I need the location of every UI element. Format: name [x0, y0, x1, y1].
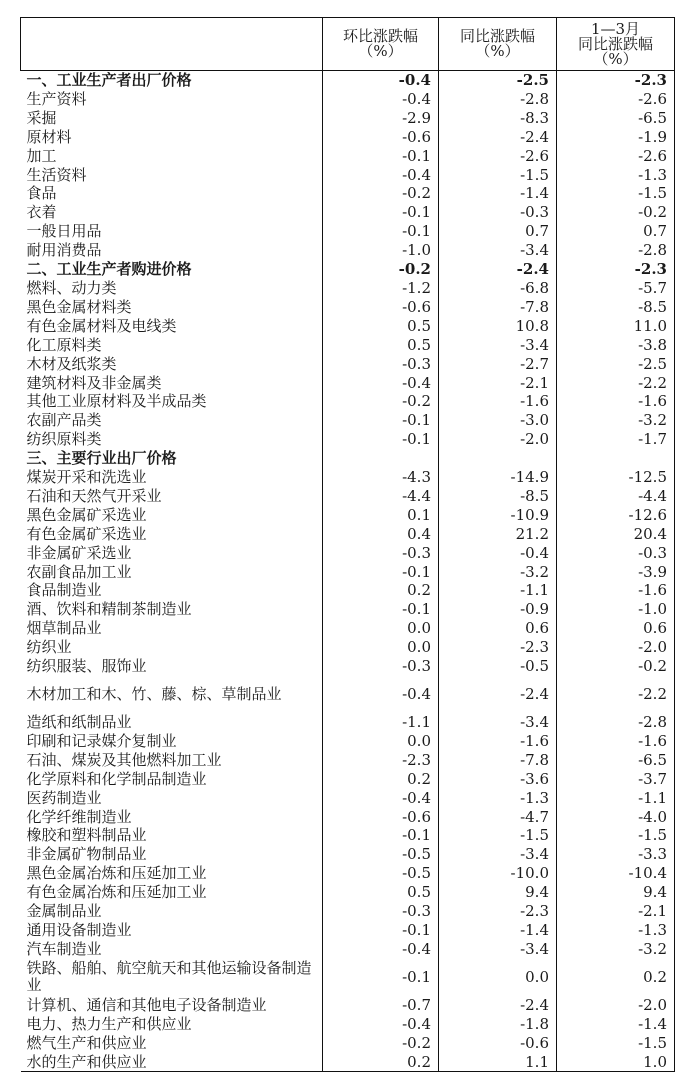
row-ytd-value: -2.1: [557, 902, 675, 921]
row-ytd-value: -1.5: [557, 826, 675, 845]
row-ytd-value: -5.7: [557, 279, 675, 298]
table-row: [21, 638, 675, 657]
table-row: [21, 506, 675, 525]
row-mom-value: -0.1: [323, 563, 439, 582]
row-ytd-value: -2.3: [557, 260, 675, 279]
row-yoy-value: -3.4: [439, 713, 557, 732]
row-yoy-value: 10.8: [439, 317, 557, 336]
table-row: [21, 392, 675, 411]
row-mom-value: 0.5: [323, 883, 439, 902]
table-row: [21, 336, 675, 355]
row-mom-value: -0.4: [323, 676, 439, 713]
row-ytd-value: -12.5: [557, 468, 675, 487]
row-mom-value: -0.2: [323, 184, 439, 203]
row-ytd-value: -4.0: [557, 808, 675, 827]
row-ytd-value: -1.4: [557, 1015, 675, 1034]
row-mom-value: 0.1: [323, 506, 439, 525]
row-ytd-value: -1.6: [557, 392, 675, 411]
header-mom-title: 环比涨跌幅: [342, 27, 418, 45]
row-ytd-value: -6.5: [557, 109, 675, 128]
row-ytd-value: -1.3: [557, 166, 675, 185]
table-row: [21, 902, 675, 921]
row-yoy-value: -2.5: [439, 71, 557, 90]
table-row: [21, 449, 675, 468]
row-ytd-value: -2.2: [557, 374, 675, 393]
row-yoy-value: -3.4: [439, 336, 557, 355]
row-yoy-value: -10.9: [439, 506, 557, 525]
row-ytd-value: -2.0: [557, 638, 675, 657]
row-label: 建筑材料及非金属类: [26, 373, 162, 392]
table-row: [21, 317, 675, 336]
table-row: [21, 90, 675, 109]
row-label: 有色金属矿采选业: [26, 524, 147, 543]
row-ytd-value: 0.2: [557, 959, 675, 996]
table-row: [21, 883, 675, 902]
row-mom-value: -0.1: [323, 959, 439, 996]
table-row: [21, 1015, 675, 1034]
row-label: 加工: [26, 146, 57, 165]
row-label: 石油和天然气开采业: [26, 486, 162, 505]
row-ytd-value: -1.3: [557, 921, 675, 940]
row-ytd-value: -1.6: [557, 732, 675, 751]
row-yoy-value: -2.6: [439, 147, 557, 166]
table-row: [21, 184, 675, 203]
header-yoy-unit: （%）: [475, 42, 520, 60]
row-mom-value: -0.4: [323, 71, 439, 90]
table-row: [21, 166, 675, 185]
table-row: [21, 600, 675, 619]
row-mom-value: -1.1: [323, 713, 439, 732]
row-label: 医药制造业: [26, 788, 102, 807]
row-yoy-value: 21.2: [439, 525, 557, 544]
row-label: 化学纤维制造业: [26, 807, 132, 826]
row-ytd-value: 0.7: [557, 222, 675, 241]
row-yoy-value: -14.9: [439, 468, 557, 487]
row-label: 食品: [26, 184, 57, 203]
header-ytd-period: 1—3月: [590, 19, 641, 38]
row-label: 通用设备制造业: [26, 920, 132, 939]
row-ytd-value: -1.1: [557, 789, 675, 808]
row-mom-value: 0.0: [323, 619, 439, 638]
table-row: [21, 676, 675, 713]
row-mom-value: 0.5: [323, 317, 439, 336]
row-label: 生活资料: [26, 165, 87, 184]
row-yoy-value: -2.4: [439, 996, 557, 1015]
row-mom-value: -0.4: [323, 166, 439, 185]
row-ytd-value: -2.8: [557, 713, 675, 732]
table-row: [21, 770, 675, 789]
row-mom-value: -0.4: [323, 90, 439, 109]
row-mom-value: -0.2: [323, 1034, 439, 1053]
table-row: [21, 203, 675, 222]
row-mom-value: 0.2: [323, 770, 439, 789]
row-label: 有色金属冶炼和压延加工业: [26, 883, 207, 902]
table-row: [21, 109, 675, 128]
row-label: 一般日用品: [26, 222, 102, 241]
row-label: 采掘: [26, 108, 57, 127]
row-label: 其他工业原材料及半成品类: [26, 392, 207, 411]
row-yoy-value: -4.7: [439, 808, 557, 827]
row-ytd-value: -1.5: [557, 1034, 675, 1053]
row-mom-value: -0.3: [323, 902, 439, 921]
row-yoy-value: -2.3: [439, 902, 557, 921]
row-ytd-value: -1.9: [557, 128, 675, 147]
table-row: [21, 411, 675, 430]
header-ytd-change: [557, 18, 675, 71]
row-label: 黑色金属材料类: [26, 297, 132, 316]
row-label: 纺织服装、服饰业: [26, 657, 147, 676]
row-ytd-value: -0.3: [557, 544, 675, 563]
table-row: [21, 808, 675, 827]
row-ytd-value: [557, 449, 675, 468]
row-mom-value: -0.5: [323, 845, 439, 864]
row-mom-value: -2.9: [323, 109, 439, 128]
row-mom-value: -0.6: [323, 298, 439, 317]
row-ytd-value: 20.4: [557, 525, 675, 544]
row-yoy-value: -0.3: [439, 203, 557, 222]
row-mom-value: -0.2: [323, 392, 439, 411]
row-mom-value: -1.0: [323, 241, 439, 260]
row-yoy-value: -0.4: [439, 544, 557, 563]
row-ytd-value: -0.2: [557, 203, 675, 222]
table-row: [21, 581, 675, 600]
row-mom-value: -0.1: [323, 222, 439, 241]
row-yoy-value: -2.4: [439, 128, 557, 147]
row-label: 燃料、动力类: [26, 278, 117, 297]
row-ytd-value: -8.5: [557, 298, 675, 317]
table-row: [21, 487, 675, 506]
row-label: 纺织原料类: [26, 430, 102, 449]
row-yoy-value: -1.1: [439, 581, 557, 600]
row-label: 烟草制品业: [26, 619, 102, 638]
row-mom-value: -1.2: [323, 279, 439, 298]
row-ytd-value: 9.4: [557, 883, 675, 902]
row-mom-value: -2.3: [323, 751, 439, 770]
row-ytd-value: -1.6: [557, 581, 675, 600]
table-row: [21, 657, 675, 676]
row-ytd-value: -2.0: [557, 996, 675, 1015]
row-ytd-value: -2.2: [557, 676, 675, 713]
row-yoy-value: -6.8: [439, 279, 557, 298]
row-mom-value: 0.5: [323, 336, 439, 355]
header-ytd-title: 同比涨跌幅: [577, 34, 653, 53]
table-row: [21, 525, 675, 544]
table-row: [21, 374, 675, 393]
row-yoy-value: -8.3: [439, 109, 557, 128]
row-yoy-value: 0.7: [439, 222, 557, 241]
row-label: 计算机、通信和其他电子设备制造业: [26, 995, 267, 1014]
row-yoy-value: -1.8: [439, 1015, 557, 1034]
row-label: 黑色金属冶炼和压延加工业: [26, 864, 207, 883]
row-yoy-value: -1.6: [439, 732, 557, 751]
row-mom-value: -0.3: [323, 544, 439, 563]
row-yoy-value: -2.0: [439, 430, 557, 449]
row-yoy-value: -3.4: [439, 241, 557, 260]
row-ytd-value: -10.4: [557, 864, 675, 883]
row-ytd-value: -3.8: [557, 336, 675, 355]
table-row: [21, 1053, 675, 1072]
row-ytd-value: -0.2: [557, 657, 675, 676]
row-mom-value: -0.3: [323, 355, 439, 374]
row-label: 农副产品类: [26, 411, 102, 430]
row-ytd-value: -12.6: [557, 506, 675, 525]
table-row: [21, 940, 675, 959]
row-yoy-value: -2.3: [439, 638, 557, 657]
row-yoy-value: -2.7: [439, 355, 557, 374]
row-mom-value: -0.4: [323, 374, 439, 393]
row-mom-value: -0.1: [323, 600, 439, 619]
row-mom-value: 0.4: [323, 525, 439, 544]
table-row: [21, 430, 675, 449]
table-row: [21, 751, 675, 770]
table-row: [21, 864, 675, 883]
table-body: [21, 71, 675, 1072]
row-label: 化学原料和化学制品制造业: [26, 769, 207, 788]
table-row: [21, 147, 675, 166]
row-label: 二、工业生产者购进价格: [26, 260, 192, 279]
table-row: [21, 468, 675, 487]
row-yoy-value: -1.4: [439, 921, 557, 940]
row-label: 化工原料类: [26, 335, 102, 354]
table-row: [21, 1034, 675, 1053]
row-yoy-value: 0.6: [439, 619, 557, 638]
row-label: 衣着: [26, 203, 57, 222]
row-ytd-value: 0.6: [557, 619, 675, 638]
row-mom-value: -0.1: [323, 826, 439, 845]
table-row: [21, 789, 675, 808]
row-mom-value: -0.1: [323, 921, 439, 940]
row-yoy-value: -2.4: [439, 260, 557, 279]
row-yoy-value: -1.6: [439, 392, 557, 411]
row-mom-value: -0.4: [323, 1015, 439, 1034]
row-ytd-value: -1.0: [557, 600, 675, 619]
header-ytd-unit: （%）: [593, 49, 638, 68]
row-yoy-value: -3.4: [439, 845, 557, 864]
row-mom-value: -0.6: [323, 808, 439, 827]
table-row: [21, 260, 675, 279]
row-mom-value: 0.2: [323, 581, 439, 600]
row-yoy-value: -3.4: [439, 940, 557, 959]
row-label: 燃气生产和供应业: [26, 1033, 147, 1052]
row-label: 造纸和纸制品业: [26, 713, 132, 731]
table-row: [21, 996, 675, 1015]
row-label: 金属制品业: [26, 902, 102, 921]
table-row: [21, 355, 675, 374]
row-ytd-value: -3.9: [557, 563, 675, 582]
row-label: 橡胶和塑料制品业: [26, 826, 147, 845]
row-yoy-value: -1.3: [439, 789, 557, 808]
row-ytd-value: -4.4: [557, 487, 675, 506]
header-label-cell: [21, 18, 323, 71]
row-label: 三、主要行业出厂价格: [26, 449, 177, 468]
row-yoy-value: 9.4: [439, 883, 557, 902]
row-yoy-value: -10.0: [439, 864, 557, 883]
table-row: [21, 845, 675, 864]
table-row: [21, 732, 675, 751]
row-mom-value: -0.6: [323, 128, 439, 147]
row-label: 煤炭开采和洗选业: [26, 468, 147, 487]
header-yoy-title: 同比涨跌幅: [459, 27, 535, 45]
row-mom-value: -0.5: [323, 864, 439, 883]
table-header-row: [21, 18, 675, 71]
table-row: [21, 544, 675, 563]
row-yoy-value: -0.9: [439, 600, 557, 619]
row-label: 黑色金属矿采选业: [26, 505, 147, 524]
row-ytd-value: -3.2: [557, 411, 675, 430]
row-mom-value: [323, 449, 439, 468]
row-label: 酒、饮料和精制茶制造业: [26, 600, 192, 619]
row-label: 食品制造业: [26, 581, 102, 600]
header-mom-change: [323, 18, 439, 71]
row-yoy-value: -1.5: [439, 826, 557, 845]
row-label: 一、工业生产者出厂价格: [26, 71, 192, 89]
row-ytd-value: -3.2: [557, 940, 675, 959]
row-yoy-value: -7.8: [439, 751, 557, 770]
table-row: [21, 826, 675, 845]
header-yoy-change: [439, 18, 557, 71]
row-label: 汽车制造业: [26, 939, 102, 958]
row-ytd-value: 1.0: [557, 1053, 675, 1072]
row-label: 电力、热力生产和供应业: [26, 1014, 192, 1033]
table-row: [21, 298, 675, 317]
row-label: 铁路、船舶、航空航天和其他运输设备制造业: [26, 959, 312, 995]
row-yoy-value: -2.1: [439, 374, 557, 393]
row-mom-value: -0.1: [323, 203, 439, 222]
row-yoy-value: -3.0: [439, 411, 557, 430]
row-label: 非金属矿物制品业: [26, 845, 147, 864]
row-mom-value: -0.4: [323, 789, 439, 808]
row-yoy-value: -0.6: [439, 1034, 557, 1053]
row-yoy-value: -1.5: [439, 166, 557, 185]
table-row: [21, 128, 675, 147]
table-row: [21, 241, 675, 260]
row-mom-value: -4.3: [323, 468, 439, 487]
row-label: 生产资料: [26, 89, 87, 108]
row-ytd-value: -2.3: [557, 71, 675, 90]
row-ytd-value: -1.7: [557, 430, 675, 449]
row-yoy-value: [439, 449, 557, 468]
row-mom-value: 0.0: [323, 732, 439, 751]
row-ytd-value: -2.6: [557, 147, 675, 166]
table-row: [21, 563, 675, 582]
table-row: [21, 71, 675, 90]
row-ytd-value: -2.5: [557, 355, 675, 374]
row-mom-value: 0.2: [323, 1053, 439, 1072]
header-mom-unit: （%）: [358, 42, 403, 60]
row-yoy-value: 0.0: [439, 959, 557, 996]
row-label: 木材及纸浆类: [26, 354, 117, 373]
row-mom-value: 0.0: [323, 638, 439, 657]
row-yoy-value: 1.1: [439, 1053, 557, 1072]
row-mom-value: -0.1: [323, 147, 439, 166]
row-mom-value: -0.4: [323, 940, 439, 959]
row-label: 纺织业: [26, 638, 72, 657]
row-mom-value: -0.2: [323, 260, 439, 279]
row-yoy-value: -0.5: [439, 657, 557, 676]
table-row: [21, 279, 675, 298]
row-label: 农副食品加工业: [26, 562, 132, 581]
row-yoy-value: -3.6: [439, 770, 557, 789]
row-yoy-value: -2.4: [439, 676, 557, 713]
table-row: [21, 222, 675, 241]
row-label: 原材料: [26, 127, 72, 146]
row-label: 印刷和记录媒介复制业: [26, 731, 177, 750]
row-yoy-value: -1.4: [439, 184, 557, 203]
table-row: [21, 921, 675, 940]
row-label: 水的生产和供应业: [21, 1053, 323, 1072]
table-row: [21, 713, 675, 732]
row-mom-value: -4.4: [323, 487, 439, 506]
row-yoy-value: -7.8: [439, 298, 557, 317]
row-ytd-value: -1.5: [557, 184, 675, 203]
row-ytd-value: -3.3: [557, 845, 675, 864]
table-row: [21, 959, 675, 996]
table-row: [21, 619, 675, 638]
row-yoy-value: -3.2: [439, 563, 557, 582]
row-ytd-value: -2.6: [557, 90, 675, 109]
row-label: 非金属矿采选业: [26, 543, 132, 562]
row-ytd-value: -2.8: [557, 241, 675, 260]
row-mom-value: -0.3: [323, 657, 439, 676]
price-index-table: [20, 17, 675, 1072]
row-label: 木材加工和木、竹、藤、棕、草制品业: [26, 685, 282, 703]
row-label: 石油、煤炭及其他燃料加工业: [26, 750, 222, 769]
row-label: 耐用消费品: [26, 241, 102, 260]
row-ytd-value: 11.0: [557, 317, 675, 336]
row-yoy-value: -8.5: [439, 487, 557, 506]
row-ytd-value: -6.5: [557, 751, 675, 770]
row-mom-value: -0.1: [323, 411, 439, 430]
row-label: 有色金属材料及电线类: [26, 316, 177, 335]
row-mom-value: -0.1: [323, 430, 439, 449]
row-mom-value: -0.7: [323, 996, 439, 1015]
row-yoy-value: -2.8: [439, 90, 557, 109]
row-ytd-value: -3.7: [557, 770, 675, 789]
